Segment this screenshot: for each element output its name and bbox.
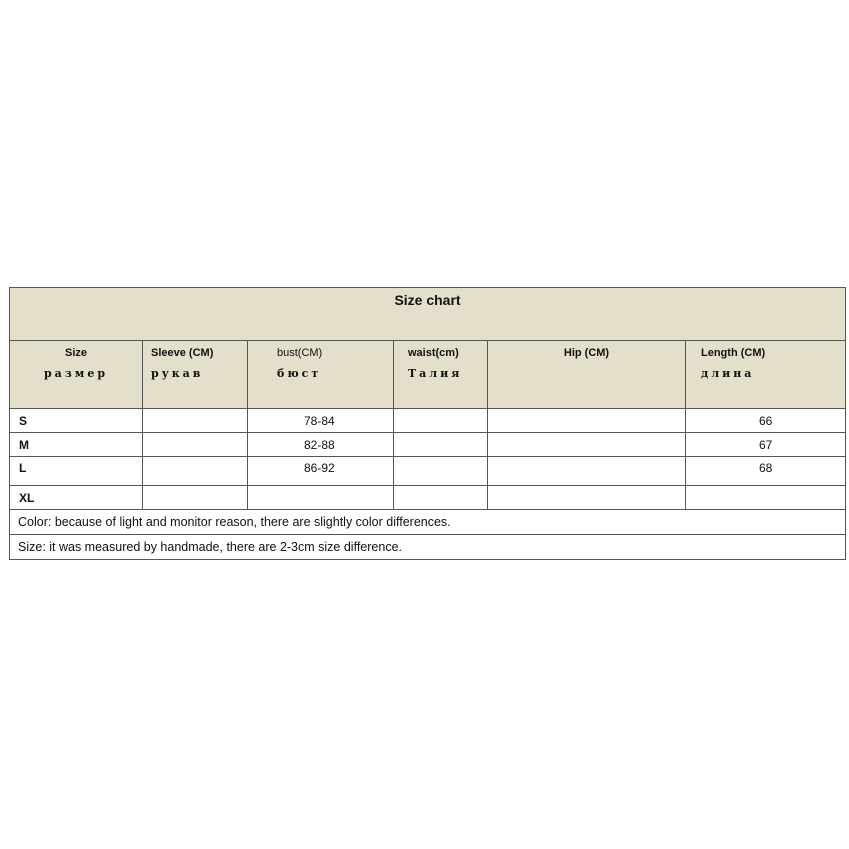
color-note: Color: because of light and monitor reason, there are slightly color differences. — [10, 510, 846, 535]
header-hip — [488, 341, 686, 409]
hip-cell — [488, 486, 686, 510]
sleeve-cell — [143, 409, 248, 433]
header-bust — [248, 341, 394, 409]
waist-cell — [394, 409, 488, 433]
header-length-en: Length (CM) — [701, 347, 766, 359]
length-cell — [686, 486, 846, 510]
size-chart-table — [9, 287, 846, 560]
size-cell: L — [10, 457, 143, 486]
table-row — [10, 486, 846, 510]
size-cell: XL — [10, 486, 143, 510]
note-row — [10, 510, 846, 535]
note-row — [10, 535, 846, 560]
table-row — [10, 409, 846, 433]
waist-cell — [394, 457, 488, 486]
waist-cell — [394, 486, 488, 510]
hip-cell — [488, 457, 686, 486]
bust-cell: 86-92 — [248, 457, 394, 486]
header-waist-en: waist(cm) — [408, 347, 459, 359]
length-cell: 67 — [686, 433, 846, 457]
header-row — [10, 341, 846, 409]
header-length — [686, 341, 846, 409]
waist-cell — [394, 433, 488, 457]
size-note: Size: it was measured by handmade, there are 2-3cm size difference. — [10, 535, 846, 560]
table-row — [10, 457, 846, 486]
hip-cell — [488, 433, 686, 457]
size-cell: M — [10, 433, 143, 457]
size-cell: S — [10, 409, 143, 433]
header-waist-ru: Талия — [408, 367, 463, 380]
header-size-ru: размер — [43, 367, 109, 380]
header-sleeve-en: Sleeve (CM) — [151, 347, 214, 359]
hip-cell — [488, 409, 686, 433]
bust-cell: 82-88 — [248, 433, 394, 457]
header-size — [10, 341, 143, 409]
sleeve-cell — [143, 486, 248, 510]
bust-cell — [248, 486, 394, 510]
header-bust-ru: бюст — [277, 367, 322, 380]
sleeve-cell — [143, 433, 248, 457]
sleeve-cell — [143, 457, 248, 486]
header-sleeve — [143, 341, 248, 409]
header-hip-en: Hip (CM) — [563, 347, 610, 359]
length-cell: 66 — [686, 409, 846, 433]
title-row — [10, 288, 846, 341]
header-bust-en: bust(CM) — [277, 347, 323, 359]
title-cell — [10, 288, 846, 341]
header-waist — [394, 341, 488, 409]
bust-cell: 78-84 — [248, 409, 394, 433]
header-length-ru: длина — [701, 367, 755, 380]
length-cell: 68 — [686, 457, 846, 486]
table-row — [10, 433, 846, 457]
header-sleeve-ru: рукав — [151, 367, 204, 380]
header-size-en: Size — [64, 347, 87, 359]
chart-title: Size chart — [394, 292, 461, 308]
